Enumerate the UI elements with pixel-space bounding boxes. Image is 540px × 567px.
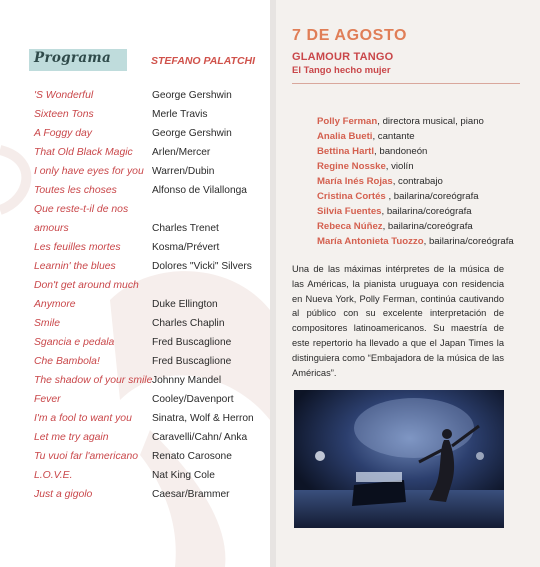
- cast-member-role: , bailarina/coreógrafa: [423, 236, 514, 247]
- cast-member: [317, 221, 473, 232]
- song-title: amours: [34, 223, 69, 234]
- song-composer: Johnny Mandel: [152, 375, 222, 386]
- cast-member: [317, 131, 415, 142]
- song-composer: Sinatra, Wolf & Herron: [152, 413, 254, 424]
- song-composer: Caravelli/Cahn/ Anka: [152, 432, 248, 443]
- song-composer: Cooley/Davenport: [152, 394, 234, 405]
- song-composer: George Gershwin: [152, 90, 232, 101]
- song-composer: Renato Carosone: [152, 451, 232, 462]
- concert-photo: [294, 390, 504, 528]
- song-composer: Fred Buscaglione: [152, 356, 232, 367]
- song-composer: Dolores "Vicki" Silvers: [152, 261, 252, 272]
- song-title: Fever: [34, 394, 61, 405]
- title-rule: [292, 83, 520, 84]
- cast-member-name: Silvia Fuentes: [317, 206, 382, 217]
- song-composer: Charles Chaplin: [152, 318, 225, 329]
- song-title: Let me try again: [34, 432, 109, 443]
- song-composer: Alfonso de Vilallonga: [152, 185, 247, 196]
- song-composer: Fred Buscaglione: [152, 337, 232, 348]
- cast-member-name: María Antonieta Tuozzo: [317, 236, 424, 247]
- song-title: Don't get around much: [34, 280, 139, 291]
- song-composer: Charles Trenet: [152, 223, 219, 234]
- song-title: Que reste-t-il de nos: [34, 204, 129, 215]
- song-composer: Warren/Dubin: [152, 166, 215, 177]
- cast-member-name: María Inés Rojas: [317, 176, 393, 187]
- cast-member-name: Polly Ferman: [317, 116, 378, 127]
- song-composer: Merle Travis: [152, 109, 208, 120]
- cast-member-role: , cantante: [372, 131, 415, 142]
- song-title: That Old Black Magic: [34, 147, 133, 158]
- cast-member: [317, 191, 479, 202]
- song-title: 'S Wonderful: [34, 90, 94, 101]
- cast-member: [317, 236, 514, 247]
- cast-member-role: , violín: [385, 161, 414, 172]
- song-title: Sgancia e pedala: [34, 337, 115, 348]
- song-title: Tu vuoi far l'americano: [34, 451, 139, 462]
- song-title: Les feuilles mortes: [34, 242, 121, 253]
- song-title: L.O.V.E.: [34, 470, 73, 481]
- cast-member-name: Regine Nosske: [317, 161, 386, 172]
- concert-photo-image: [294, 390, 504, 528]
- conductor-name: STEFANO PALATCHI: [151, 55, 256, 67]
- song-title: The shadow of your smile: [34, 375, 153, 386]
- cast-member-role: , bailarina/coreógrafa: [385, 191, 479, 202]
- song-composer: Caesar/Brammer: [152, 489, 230, 500]
- song-title: Sixteen Tons: [34, 109, 94, 120]
- song-composer: Nat King Cole: [152, 470, 215, 481]
- event-date: 7 DE AGOSTO: [292, 27, 408, 44]
- song-composer: Kosma/Prévert: [152, 242, 220, 253]
- cast-member: [317, 146, 427, 157]
- cast-member-role: , bailarina/coreógrafa: [382, 221, 473, 232]
- song-title: Just a gigolo: [34, 489, 93, 500]
- cast-member-role: , directora musical, piano: [377, 116, 484, 127]
- song-title: Smile: [34, 318, 60, 329]
- event-title: GLAMOUR TANGO: [292, 51, 394, 63]
- song-composer: Arlen/Mercer: [152, 147, 211, 158]
- cast-member-name: Analia Bueti: [317, 131, 373, 142]
- song-title: Learnin' the blues: [34, 261, 116, 272]
- song-title: I only have eyes for you: [34, 166, 144, 177]
- cast-member: [317, 116, 484, 127]
- event-subtitle: El Tango hecho mujer: [292, 65, 391, 76]
- cast-member-role: , bandoneón: [374, 146, 428, 157]
- song-title: A Foggy day: [34, 128, 92, 139]
- song-title: Che Bambola!: [34, 356, 100, 367]
- cast-member: [317, 176, 443, 187]
- song-title: I'm a fool to want you: [34, 413, 132, 424]
- cast-member-role: , contrabajo: [392, 176, 443, 187]
- song-title: Toutes les choses: [34, 185, 117, 196]
- program-heading: Programa: [34, 50, 111, 66]
- song-composer: Duke Ellington: [152, 299, 218, 310]
- cast-member: [317, 161, 414, 172]
- song-title: Anymore: [34, 299, 76, 310]
- cast-member-name: Bettina Hartl: [317, 146, 375, 157]
- cast-member-name: Rebeca Núñez: [317, 221, 383, 232]
- song-composer: George Gershwin: [152, 128, 232, 139]
- cast-member-role: , bailarina/coreógrafa: [381, 206, 472, 217]
- event-description: Una de las máximas intérpretes de la música de las Américas, la pianista uruguaya con residencia en Nueva York, Polly Ferman, continúa cautivando al público con su excelente interpretación de compositores latinoamericanos. Su maestría de este repertorio ha llevado a que el Japan Times la distinguiera como “Embajadora de la música de las Américas”.: [292, 264, 504, 378]
- cast-member-name: Cristina Cortés: [317, 191, 386, 202]
- cast-member: [317, 206, 472, 217]
